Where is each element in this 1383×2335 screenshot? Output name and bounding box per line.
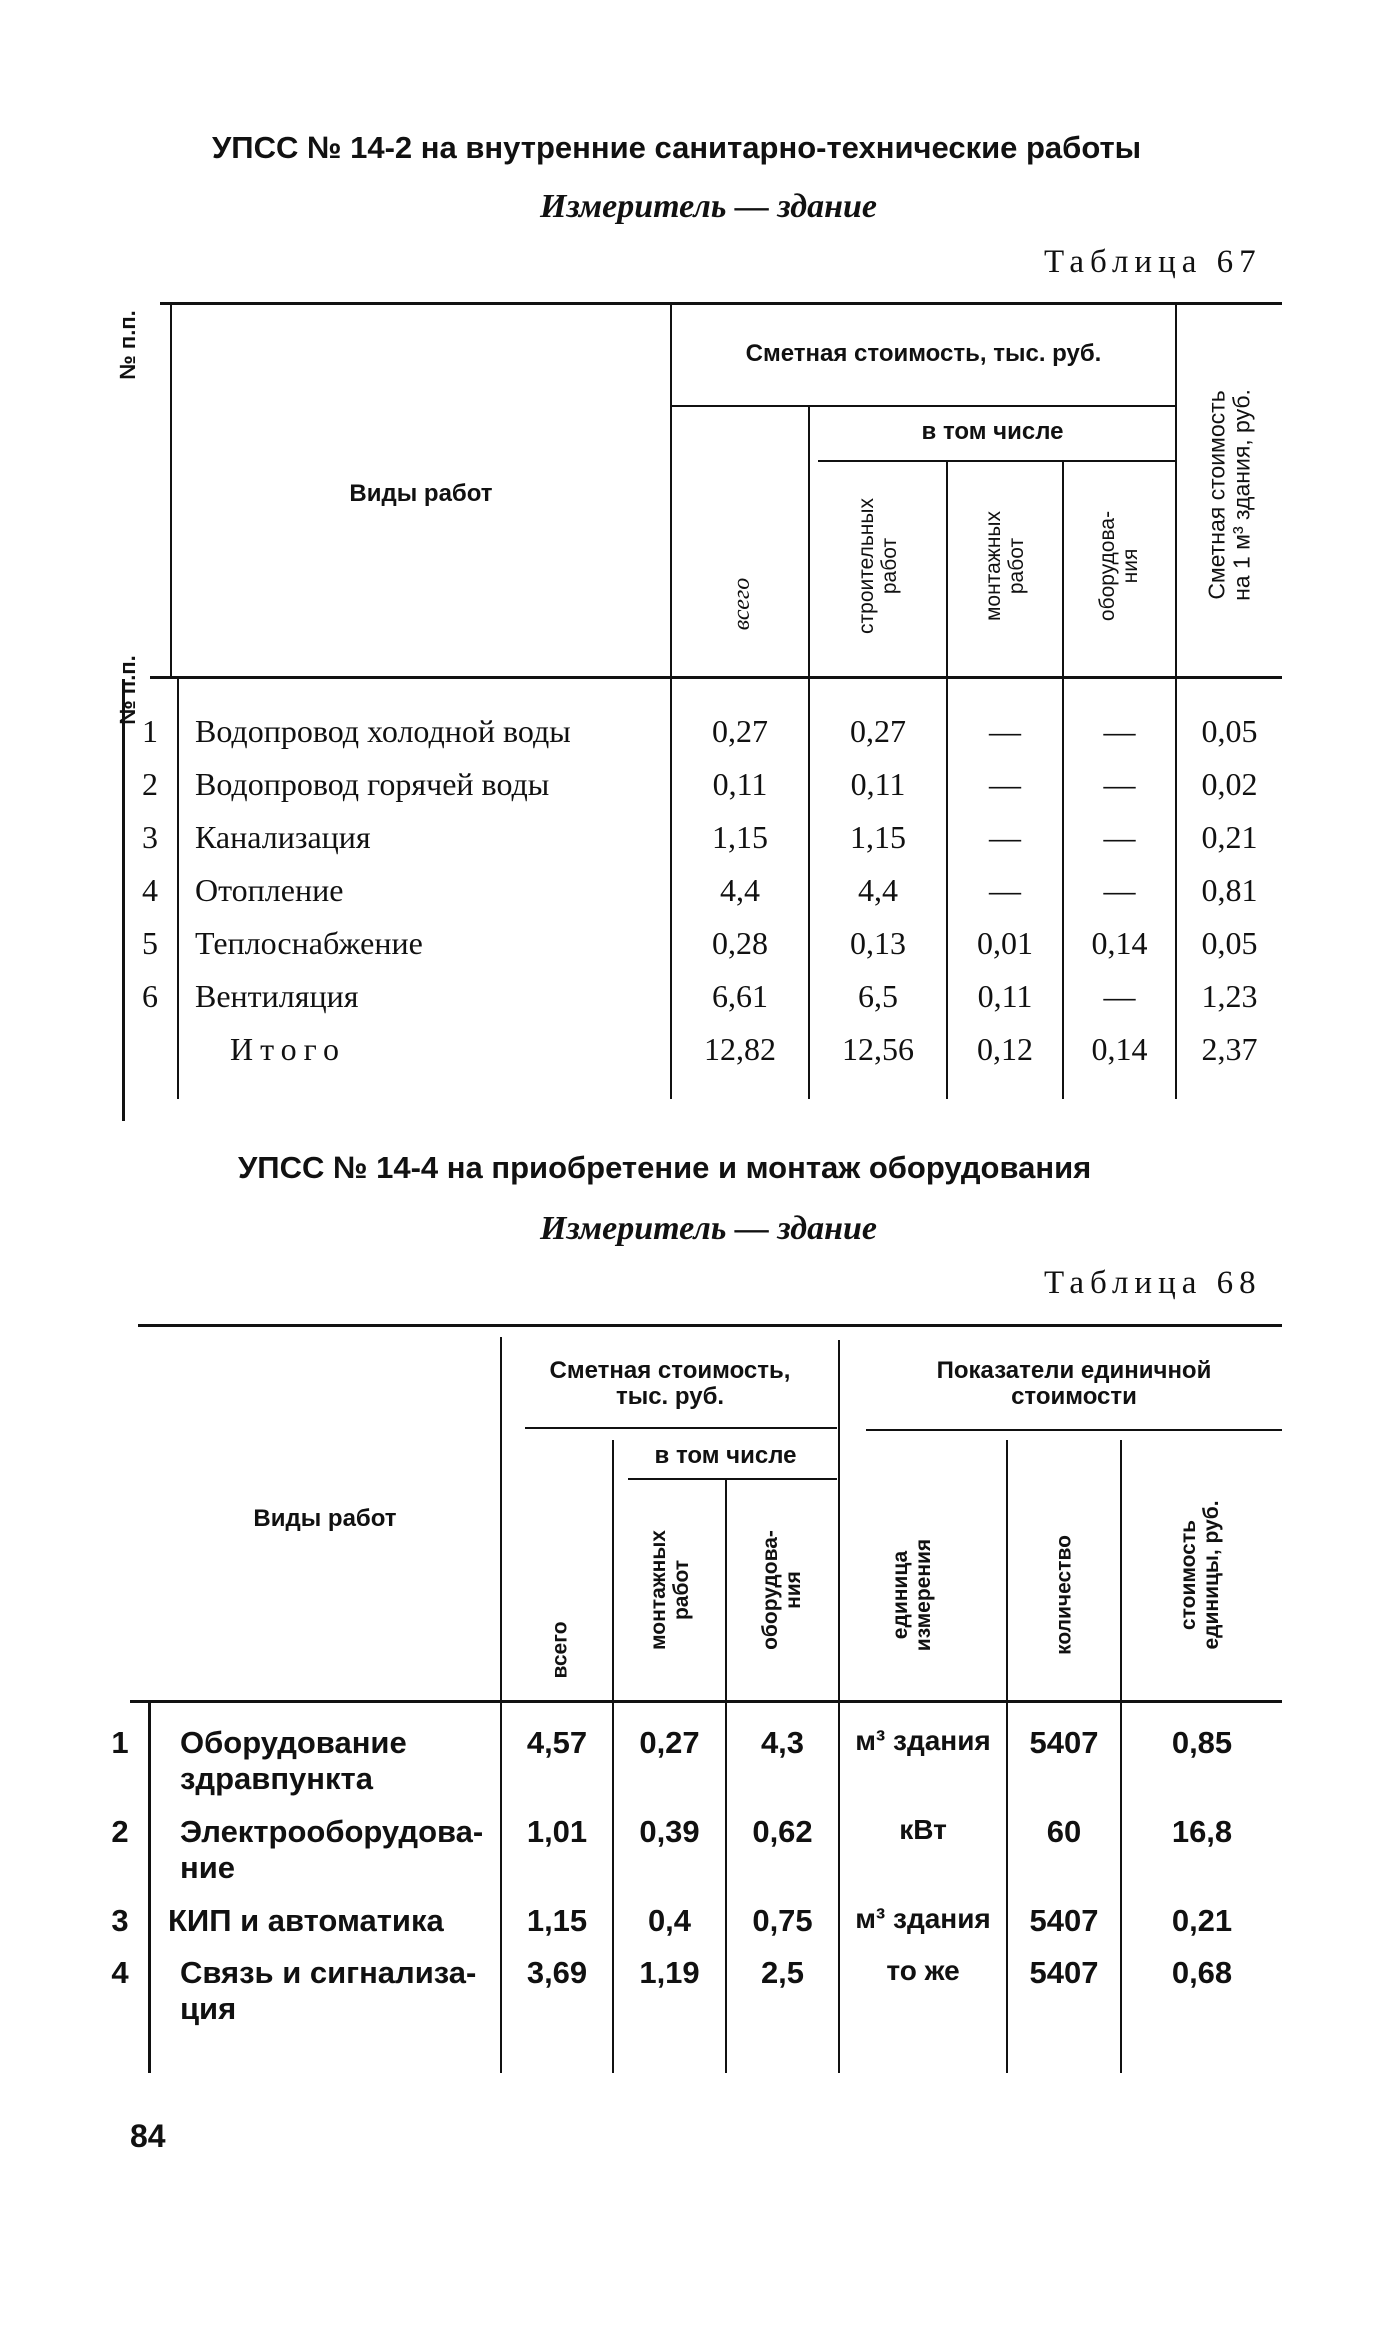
row-number: 2 — [142, 766, 158, 802]
work-name: Водопровод холодной воды — [195, 713, 571, 749]
t67-header-build: строительных работ — [854, 498, 901, 634]
cell-mont: 0,11 — [977, 978, 1033, 1014]
t67-header-cost: Сметная стоимость, тыс. руб. — [745, 340, 1102, 367]
t68-header-price: стоимость единицы, руб. — [1176, 1500, 1223, 1650]
work-name: КИП и автоматика — [168, 1903, 444, 1938]
cell-build: 6,5 — [858, 978, 898, 1014]
cell-mont: — — [989, 713, 1021, 749]
work-name: Водопровод горячей воды — [195, 766, 550, 802]
cell-per: 0,05 — [1201, 713, 1258, 749]
cell-equip: 0,62 — [752, 1814, 813, 1849]
cell-qty: 5407 — [1029, 1725, 1099, 1760]
cell-unit: м³ здания — [855, 1725, 991, 1756]
work-name: Отопление — [195, 872, 344, 908]
work-name: Теплоснабжение — [195, 925, 423, 961]
table68-number: Таблица 68 — [1044, 1265, 1262, 1301]
cell-total: 12,82 — [704, 1031, 776, 1067]
cell-total: 0,28 — [712, 925, 768, 961]
cell-equip: 0,14 — [1091, 1031, 1148, 1067]
t67-header-total: всего — [728, 577, 755, 631]
row-number: 5 — [142, 925, 158, 961]
work-name-cont: здравпункта — [180, 1761, 373, 1796]
cell-total: 1,15 — [712, 819, 768, 855]
row-number: 1 — [142, 713, 158, 749]
cell-unit: то же — [886, 1955, 960, 1986]
cell-mont: — — [989, 872, 1021, 908]
cell-unit: м³ здания — [855, 1903, 991, 1934]
cell-equip: 4,3 — [760, 1725, 805, 1760]
cell-build: 0,13 — [850, 925, 906, 961]
cell-per: 0,05 — [1201, 925, 1258, 961]
t67-header-mont: монтажных работ — [981, 510, 1028, 622]
work-name: Канализация — [195, 819, 371, 855]
cell-mont: 0,01 — [977, 925, 1033, 961]
work-name: Оборудование — [180, 1725, 407, 1760]
cell-total: 3,69 — [526, 1955, 588, 1990]
cell-equip: 0,14 — [1091, 925, 1148, 961]
cell-mont: — — [989, 766, 1021, 802]
cell-mont: 0,27 — [639, 1725, 700, 1760]
cell-build: 0,11 — [850, 766, 906, 802]
t67-header-works: Виды работ — [349, 480, 493, 507]
t68-header-qty: количество — [1052, 1535, 1076, 1655]
cell-per: 2,37 — [1201, 1031, 1258, 1067]
total-label: Итого — [230, 1031, 346, 1067]
work-name: Вентиляция — [195, 978, 359, 1014]
row-number: 1 — [111, 1725, 129, 1760]
t68-header-equip: оборудова- ния — [758, 1530, 805, 1650]
cell-total: 0,27 — [712, 713, 768, 749]
cell-price: 0,85 — [1171, 1725, 1233, 1760]
cell-equip: — — [1103, 766, 1136, 802]
row-number: 4 — [111, 1955, 129, 1990]
table68-title: УПСС № 14-4 на приобретение и монтаж оборудования — [238, 1150, 1092, 1185]
cell-per: 1,23 — [1201, 978, 1258, 1014]
t68-header-total: всего — [548, 1621, 572, 1679]
work-name-cont: ция — [180, 1991, 237, 2026]
t67-header-incl: в том числе — [921, 418, 1064, 445]
cell-equip: — — [1103, 713, 1136, 749]
cell-build: 0,27 — [850, 713, 906, 749]
cell-qty: 60 — [1046, 1814, 1082, 1849]
t67-header-no-repeat: № п.п. — [114, 655, 140, 725]
page-number: 84 — [130, 2118, 166, 2154]
cell-total: 0,11 — [712, 766, 768, 802]
row-number: 6 — [142, 978, 158, 1014]
cell-total: 1,01 — [526, 1814, 588, 1849]
t68-header-meas: единица измерения — [888, 1538, 935, 1652]
cell-build: 1,15 — [850, 819, 906, 855]
work-name: Связь и сигнализа- — [180, 1955, 477, 1990]
cell-unit: кВт — [899, 1814, 947, 1845]
t68-header-cost: Сметная стоимость, тыс. руб. — [549, 1357, 791, 1411]
cell-qty: 5407 — [1029, 1955, 1099, 1990]
cell-total: 6,61 — [712, 978, 768, 1014]
t67-header-no: № п.п. — [114, 310, 140, 380]
cell-equip: 2,5 — [760, 1955, 805, 1990]
row-number: 3 — [111, 1903, 129, 1938]
cell-total: 4,57 — [526, 1725, 588, 1760]
t67-header-equip: оборудова- ния — [1095, 510, 1142, 622]
cell-build: 12,56 — [842, 1031, 914, 1067]
table67-number: Таблица 67 — [1044, 244, 1262, 280]
cell-build: 4,4 — [858, 872, 898, 908]
cell-per: 0,21 — [1201, 819, 1258, 855]
row-number: 4 — [142, 872, 158, 908]
work-name: Электрооборудова- — [180, 1814, 484, 1849]
table67-title: УПСС № 14-2 на внутренние санитарно-технические работы — [212, 130, 1142, 165]
cell-equip: 0,75 — [752, 1903, 813, 1938]
cell-price: 16,8 — [1171, 1814, 1233, 1849]
cell-price: 0,21 — [1171, 1903, 1233, 1938]
cell-equip: — — [1103, 978, 1136, 1014]
cell-total: 1,15 — [526, 1903, 588, 1938]
t68-header-unit-cost: Показатели единичной стоимости — [936, 1357, 1212, 1411]
t68-header-works: Виды работ — [253, 1505, 397, 1532]
cell-mont: 1,19 — [639, 1955, 700, 1990]
cell-mont: — — [989, 819, 1021, 855]
t67-header-per-m3: Сметная стоимость на 1 м³ здания, руб. — [1203, 389, 1255, 601]
t68-header-incl: в том числе — [654, 1442, 797, 1469]
table67-measure: Измеритель — здание — [540, 188, 877, 225]
work-name-cont: ние — [180, 1850, 236, 1885]
cell-per: 0,81 — [1201, 872, 1258, 908]
cell-equip: — — [1103, 819, 1136, 855]
cell-price: 0,68 — [1171, 1955, 1233, 1990]
row-number: 3 — [142, 819, 158, 855]
cell-mont: 0,39 — [639, 1814, 700, 1849]
cell-per: 0,02 — [1201, 766, 1258, 802]
table68-measure: Измеритель — здание — [540, 1210, 877, 1247]
t68-header-mont: монтажных работ — [646, 1530, 693, 1650]
cell-equip: — — [1103, 872, 1136, 908]
cell-mont: 0,12 — [977, 1031, 1033, 1067]
cell-total: 4,4 — [720, 872, 760, 908]
cell-mont: 0,4 — [647, 1903, 692, 1938]
row-number: 2 — [111, 1814, 129, 1849]
cell-qty: 5407 — [1029, 1903, 1099, 1938]
